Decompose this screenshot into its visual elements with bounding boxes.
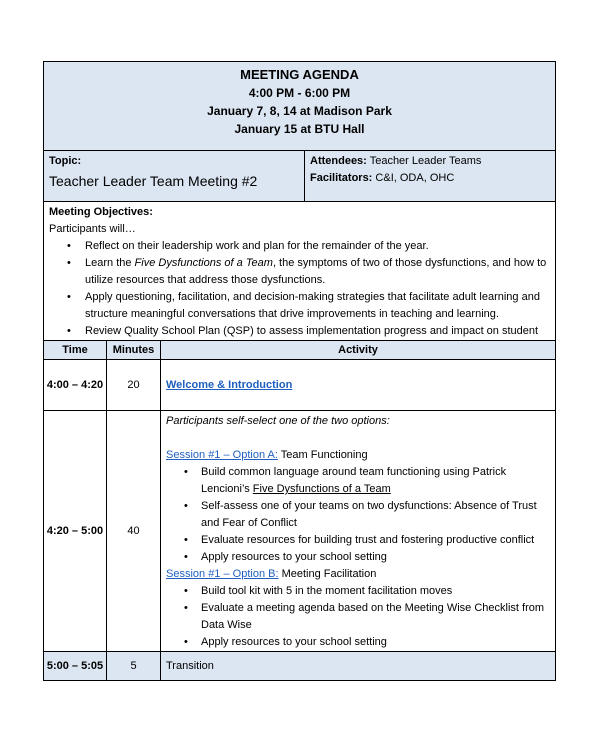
row-time: 4:20 – 5:00: [44, 411, 107, 651]
bullet-icon: •: [184, 585, 188, 597]
option-a-list: [166, 464, 550, 566]
bullet-icon: •: [184, 466, 188, 478]
agenda-title: MEETING AGENDA: [240, 67, 359, 82]
bullet-icon: •: [184, 602, 188, 614]
option-b-list: [166, 583, 550, 651]
row-activity: Transition: [166, 660, 214, 672]
option-a-title: Team Functioning: [277, 449, 368, 461]
list-item: • Learn the Five Dysfunctions of a Team, the symptoms of two of those dysfunctions, and how to utilize resources that address those dysfunctions.: [67, 257, 547, 286]
bullet-icon: •: [184, 551, 188, 563]
bullet-icon: •: [67, 325, 71, 337]
objectives-cell: [43, 201, 556, 341]
header-minutes: Minutes: [107, 341, 161, 359]
row-minutes: 40: [107, 411, 161, 651]
option-a-link[interactable]: Session #1 – Option A:: [166, 449, 278, 461]
meeting-time: 4:00 PM - 6:00 PM: [248, 86, 351, 100]
meeting-dates-2: January 15 at BTU Hall: [234, 122, 365, 136]
bullet-icon: •: [67, 291, 71, 303]
list-item: • Self-assess one of your teams on two dysfunctions: Absence of Trust and Fear of Conflict: [184, 500, 537, 529]
topic-label: Topic:: [49, 155, 82, 167]
row-minutes: 5: [107, 652, 161, 680]
table-row: [43, 359, 556, 411]
option-b-title: Meeting Facilitation: [278, 568, 377, 580]
option-b-link[interactable]: Session #1 – Option B:: [166, 568, 279, 580]
list-item: • Apply questioning, facilitation, and decision-making strategies that facilitate adult learning and structure meaningful conversations that drive improvements in teaching and learning.: [67, 291, 540, 320]
header-time: Time: [44, 341, 107, 359]
bullet-icon: •: [184, 636, 188, 648]
bullet-icon: •: [67, 257, 71, 269]
row-time: 5:00 – 5:05: [44, 652, 107, 680]
meeting-dates-1: January 7, 8, 14 at Madison Park: [207, 104, 392, 118]
bullet-icon: •: [67, 240, 71, 252]
list-item: • Evaluate resources for building trust and fostering productive conflict: [166, 532, 550, 549]
attendees-value: Teacher Leader Teams: [369, 155, 482, 167]
list-item: • Review Quality School Plan (QSP) to assess implementation progress and impact on student: [49, 323, 550, 357]
agenda-header: [43, 61, 556, 151]
bullet-icon: •: [184, 534, 188, 546]
table-header: [43, 340, 556, 360]
attendees-cell: [304, 150, 556, 202]
options-intro: Participants self-select one of the two options:: [166, 415, 390, 427]
objectives-intro: Participants will…: [49, 223, 136, 235]
list-item: • Apply resources to your school setting: [166, 549, 550, 566]
row-minutes: 20: [107, 360, 161, 410]
objectives-label: Meeting Objectives:: [49, 206, 153, 218]
row-time: 4:00 – 4:20: [44, 360, 107, 410]
welcome-link[interactable]: Welcome & Introduction: [166, 379, 293, 391]
facilitators-value: C&I, ODA, OHC: [375, 172, 455, 184]
list-item: • Apply resources to your school setting: [166, 634, 550, 651]
header-activity: Activity: [338, 344, 378, 356]
list-item: • Build common language around team functioning using Patrick Lencioni’s Five Dysfunctions of a Team: [184, 466, 507, 495]
list-item: • Evaluate a meeting agenda based on the Meeting Wise Checklist from Data Wise: [184, 602, 545, 631]
bullet-icon: •: [184, 500, 188, 512]
topic-cell: [43, 150, 305, 202]
facilitators-label: Facilitators:: [310, 172, 373, 184]
attendees-label: Attendees:: [310, 155, 367, 167]
list-item: • Reflect on their leadership work and plan for the remainder of the year.: [49, 238, 550, 255]
table-row: [43, 651, 556, 681]
list-item: • Build tool kit with 5 in the moment facilitation moves: [166, 583, 550, 600]
topic-value: Teacher Leader Team Meeting #2: [49, 173, 258, 189]
table-row: [43, 410, 556, 652]
